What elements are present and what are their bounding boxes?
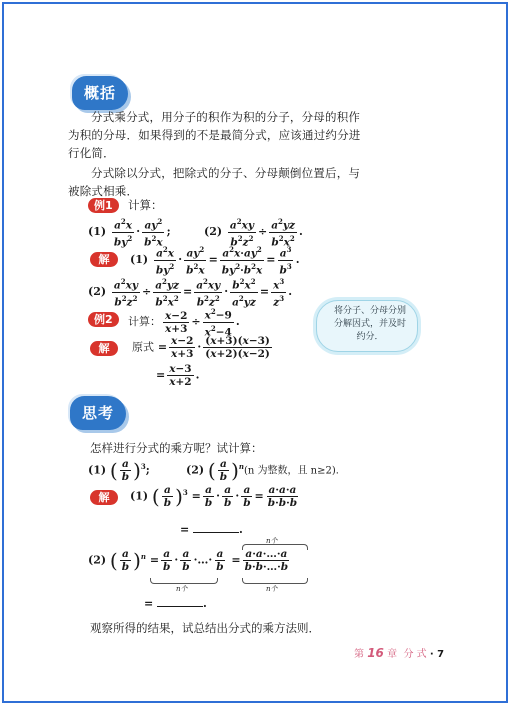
think-solution-1-blank: = .	[180, 523, 243, 536]
example2-solution-tag: 解	[90, 341, 118, 356]
example1-question-2: (2) $\frac{a^2xy}{b^2z^2}$ ÷ $\frac{a^2yz}{b^2x^2}$ .	[204, 217, 303, 248]
n-factors-label: n个	[176, 585, 188, 593]
example2-question: 计算： $\frac{x-2}{x+3}$ ÷ $\frac{x^2-9}{x^2-4}$ .	[128, 307, 240, 338]
paragraph-division-rule: 分式除以分式，把除式的分子、分母颠倒位置后，与被除式相乘．	[68, 166, 361, 198]
page-footer: 第 16 章 分 式 · 7	[354, 646, 445, 660]
think-solution-2-blank: = .	[144, 597, 207, 610]
n-numerator-label: n个	[266, 537, 278, 545]
think-prompt: 怎样进行分式的乘方呢？试计算：	[90, 441, 263, 455]
example1-prompt: 计算：	[128, 198, 163, 212]
closing-prompt: 观察所得的结果，试总结出分式的乘方法则．	[90, 621, 320, 635]
example2-tag: 例2	[88, 312, 119, 327]
section-badge-think: 思考	[70, 396, 126, 430]
example2-solution-step1: 原式 = $\frac{x-2}{x+3}$ · $\frac{(x+3)(x-3)}{(x+2)(x-2)}$	[132, 335, 270, 360]
n-denominator-label: n个	[266, 585, 278, 593]
think-question-2: (2) ( $\frac{a}{b}$ )$^n$(n 为整数，且 n≥2)．	[186, 458, 346, 483]
think-solution-1: (1) ( $\frac{a}{b}$ )$^3$ = $\frac{a}{b}$ · $\frac{a}{b}$ · $\frac{a}{b}$ = $\frac{a\cdot a\cdot a}{b\cdot b\cdot b}$	[130, 484, 298, 509]
section-badge-summary: 概括	[72, 76, 128, 110]
paragraph-multiplication-rule: 分式乘分式，用分子的积作为积的分子，分母的积作为积的分母．如果得到的不是最简分式，应该通过约分进行化简．	[68, 110, 361, 160]
example1-solution-2: (2) $\frac{a^2xy}{b^2z^2}$ ÷ $\frac{a^2yz}{b^2x^2}$ = $\frac{a^2xy}{b^2z^2}$ · $\frac{b^2x^2}{a^2yz}$ = $\frac{x^3}{z^3}$ .	[88, 277, 293, 308]
think-question-1: (1) ( $\frac{a}{b}$ )$^3$;	[88, 458, 150, 483]
example1-solution-tag: 解	[90, 252, 118, 267]
think-solution-tag: 解	[90, 490, 118, 505]
example2-solution-step2: = $\frac{x-3}{x+2}$ .	[156, 363, 200, 388]
think-solution-2: (2) ( $\frac{a}{b}$ )$^n$ = $\frac{a}{b}$ · $\frac{a}{b}$ ·…· $\frac{a}{b}$ = $\frac{a\cdot a\cdot\dots\cdot a}{b\cdot b\cdot\dots\cdot b}$	[88, 548, 289, 573]
example1-tag: 例1	[88, 198, 119, 213]
example1-question-1: (1) $\frac{a^2x}{by^2}$ · $\frac{ay^2}{b^2x}$ ;	[88, 217, 171, 248]
example1-solution-1: (1) $\frac{a^2x}{by^2}$ · $\frac{ay^2}{b^2x}$ = $\frac{a^2x\cdot ay^2}{by^2\cdot b^2x}$ = $\frac{a^3}{b^3}$ .	[130, 245, 300, 276]
hint-bubble-text: 将分子、分母分别分解因式，并及时约分．	[333, 306, 406, 342]
